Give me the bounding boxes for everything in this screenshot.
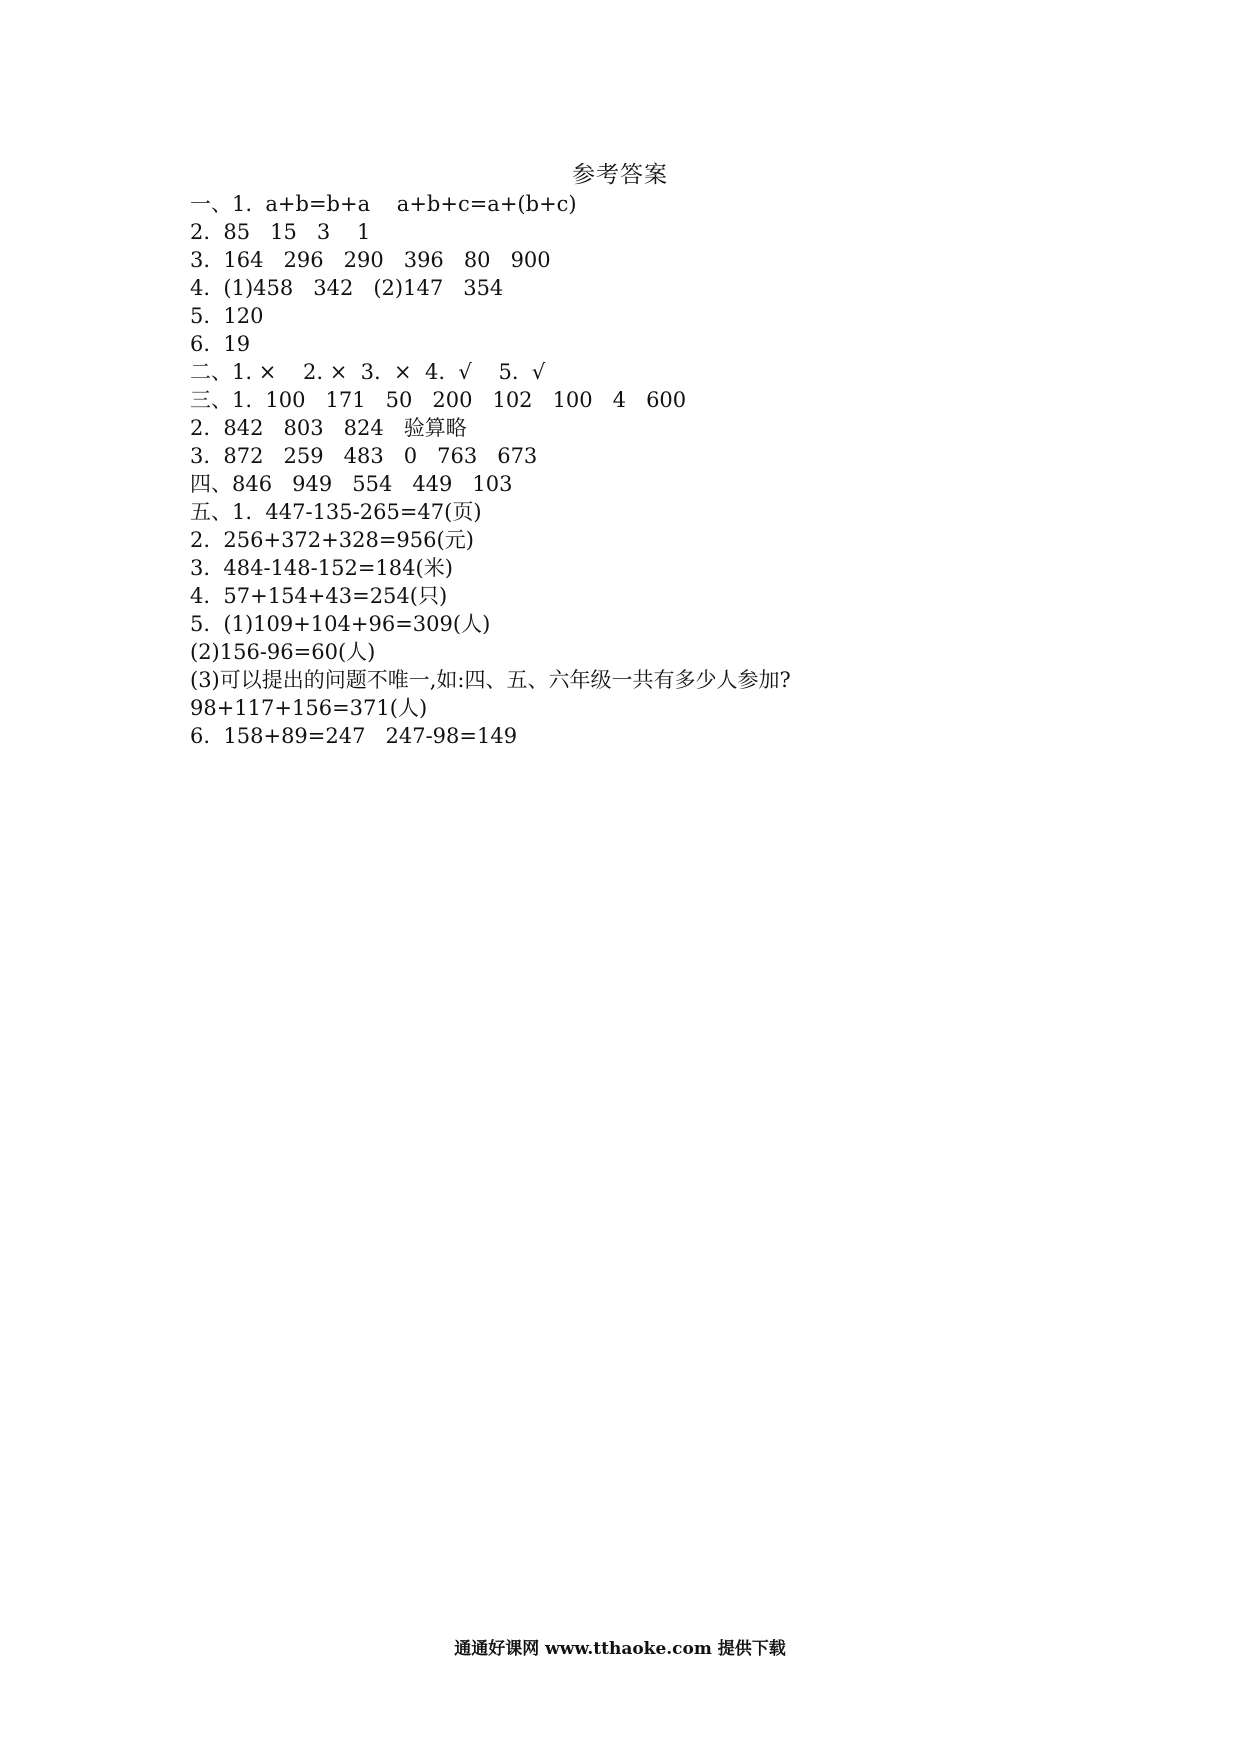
answer-line: 5. 120 [190,304,264,328]
answer-line: 4. 57+154+43=254(只) [190,584,448,608]
answer-line: 98+117+156=371(人) [190,696,428,720]
answer-line: (3)可以提出的问题不唯一,如:四、五、六年级一共有多少人参加? [190,668,791,692]
answer-line: 6. 19 [190,332,251,356]
answer-list [190,190,1090,750]
answer-line: (2)156-96=60(人) [190,640,376,664]
answer-line: 二、1. × 2. × 3. × 4. √ 5. √ [190,360,546,384]
answer-line: 4. (1)458 342 (2)147 354 [190,276,504,300]
footer-download-note: 通通好课网 www.tthaoke.com 提供下载 [454,1639,786,1659]
answer-line: 五、1. 447-135-265=47(页) [190,500,482,524]
answer-line: 2. 256+372+328=956(元) [190,528,474,552]
answer-line: 3. 164 296 290 396 80 900 [190,248,551,272]
page-title: 参考答案 [572,162,668,188]
answer-line: 2. 85 15 3 1 [190,220,371,244]
answer-line: 2. 842 803 824 验算略 [190,416,467,440]
answer-line: 3. 484-148-152=184(米) [190,556,453,580]
answer-line: 5. (1)109+104+96=309(人) [190,612,491,636]
answer-line: 四、846 949 554 449 103 [190,472,513,496]
answer-line: 一、1. a+b=b+a a+b+c=a+(b+c) [190,192,577,216]
answer-line: 3. 872 259 483 0 763 673 [190,444,538,468]
answer-line: 6. 158+89=247 247-98=149 [190,724,518,748]
answer-line: 三、1. 100 171 50 200 102 100 4 600 [190,388,687,412]
